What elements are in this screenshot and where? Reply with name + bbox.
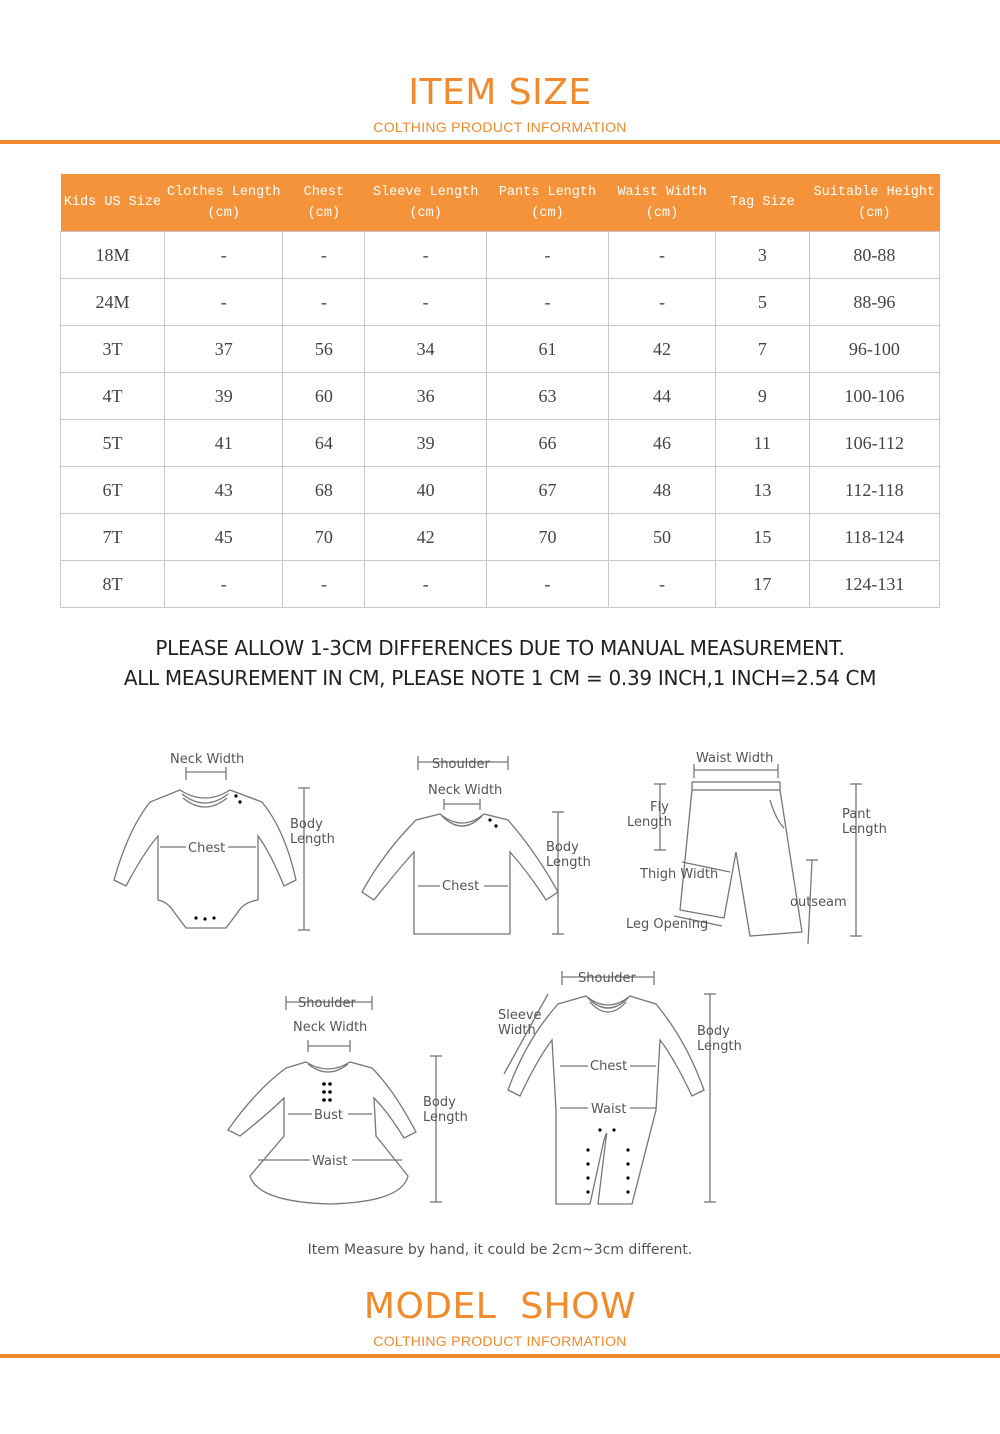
model-show-divider	[0, 1354, 1000, 1358]
cell-pants-length: 63	[487, 373, 609, 420]
shirt-chest-label: Chest	[442, 879, 480, 894]
dress-shoulder-label: Shoulder	[298, 996, 356, 1011]
cell-pants-length: 70	[487, 514, 609, 561]
cell-tag-size: 15	[716, 514, 810, 561]
cell-clothes-length: 43	[164, 467, 283, 514]
cell-pants-length: 61	[487, 326, 609, 373]
cell-chest: -	[283, 279, 365, 326]
cell-pants-length: -	[487, 279, 609, 326]
cell-chest: 70	[283, 514, 365, 561]
cell-chest: 64	[283, 420, 365, 467]
pants-pant-label-1: Pant	[842, 807, 871, 822]
table-row	[61, 373, 940, 420]
cell-waist-width: 50	[608, 514, 715, 561]
table-row	[61, 279, 940, 326]
header-waist-width: Waist Width (cm)	[608, 174, 715, 232]
jumpsuit-waist-label: Waist	[591, 1102, 627, 1117]
shirt-neck-label: Neck Width	[428, 783, 503, 798]
jumpsuit-diagram	[498, 971, 742, 1204]
cell-waist-width: -	[608, 561, 715, 608]
cell-pants-length: 67	[487, 467, 609, 514]
header-suitable-height: Suitable Height (cm)	[809, 174, 939, 232]
cell-chest: -	[283, 561, 365, 608]
pants-diagram	[626, 751, 887, 944]
item-size-subtitle: COLTHING PRODUCT INFORMATION	[373, 119, 627, 135]
header-kids-us-size: Kids US Size	[61, 174, 165, 232]
cell-clothes-length: -	[164, 561, 283, 608]
cell-waist-width: 42	[608, 326, 715, 373]
romper-diagram	[114, 752, 335, 930]
pants-fly-label-1: Fly	[650, 800, 669, 815]
cell-clothes-length: -	[164, 279, 283, 326]
cell-waist-width: 46	[608, 420, 715, 467]
cell-sleeve-length: 34	[365, 326, 487, 373]
pants-leg-label: Leg Opening	[626, 917, 709, 932]
cell-sleeve-length: -	[365, 279, 487, 326]
romper-body-label-1: Body	[290, 817, 323, 832]
cell-sleeve-length: 42	[365, 514, 487, 561]
pants-fly-label-2: Length	[627, 815, 672, 830]
measure-caption: Item Measure by hand, it could be 2cm~3cm different.	[307, 1242, 693, 1258]
shirt-body-label-2: Length	[546, 855, 591, 870]
shirt-diagram	[362, 756, 591, 934]
cell-sleeve-length: 40	[365, 467, 487, 514]
dress-body-label-2: Length	[423, 1110, 468, 1125]
header-pants-length: Pants Length (cm)	[487, 174, 609, 232]
cell-sleeve-length: -	[365, 232, 487, 279]
dress-neck-label: Neck Width	[293, 1020, 368, 1035]
cell-tag-size: 7	[716, 326, 810, 373]
model-show-subtitle: COLTHING PRODUCT INFORMATION	[373, 1333, 627, 1349]
table-row	[61, 326, 940, 373]
cell-clothes-length: 45	[164, 514, 283, 561]
cell-tag-size: 13	[716, 467, 810, 514]
cell-chest: 60	[283, 373, 365, 420]
jumpsuit-chest-label: Chest	[590, 1059, 628, 1074]
romper-neck-label: Neck Width	[170, 752, 245, 767]
jumpsuit-body-label-1: Body	[697, 1024, 730, 1039]
measurement-note-1: PLEASE ALLOW 1-3CM DIFFERENCES DUE TO MANUAL MEASUREMENT.	[155, 636, 845, 660]
cell-sleeve-length: 39	[365, 420, 487, 467]
cell-height: 80-88	[809, 232, 939, 279]
table-row	[61, 561, 940, 608]
size-table-header	[61, 174, 940, 232]
shirt-body-label-1: Body	[546, 840, 579, 855]
cell-sleeve-length: -	[365, 561, 487, 608]
cell-clothes-length: 39	[164, 373, 283, 420]
table-row	[61, 514, 940, 561]
dress-waist-label: Waist	[312, 1154, 348, 1169]
cell-tag-size: 9	[716, 373, 810, 420]
romper-chest-label: Chest	[188, 841, 226, 856]
cell-size: 5T	[61, 420, 165, 467]
garment-measurement-diagrams	[0, 740, 1000, 1240]
pants-thigh-label: Thigh Width	[640, 867, 719, 882]
header-chest: Chest (cm)	[283, 174, 365, 232]
cell-clothes-length: 41	[164, 420, 283, 467]
cell-height: 100-106	[809, 373, 939, 420]
header-clothes-length: Clothes Length (cm)	[164, 174, 283, 232]
header-sleeve-length: Sleeve Length (cm)	[365, 174, 487, 232]
jumpsuit-sleeve-label-1: Sleeve	[498, 1008, 542, 1023]
table-row	[61, 467, 940, 514]
jumpsuit-sleeve-label-2: Width	[498, 1023, 536, 1038]
cell-size: 6T	[61, 467, 165, 514]
cell-size: 18M	[61, 232, 165, 279]
cell-sleeve-length: 36	[365, 373, 487, 420]
cell-height: 106-112	[809, 420, 939, 467]
cell-height: 124-131	[809, 561, 939, 608]
dress-diagram	[228, 996, 468, 1204]
cell-size: 3T	[61, 326, 165, 373]
cell-chest: -	[283, 232, 365, 279]
cell-size: 8T	[61, 561, 165, 608]
jumpsuit-shoulder-label: Shoulder	[578, 971, 636, 986]
header-tag-size: Tag Size	[716, 174, 810, 232]
shirt-shoulder-label: Shoulder	[432, 757, 490, 772]
cell-pants-length: -	[487, 232, 609, 279]
cell-pants-length: -	[487, 561, 609, 608]
model-show-title: MODEL SHOW	[363, 1286, 637, 1327]
cell-size: 24M	[61, 279, 165, 326]
cell-tag-size: 11	[716, 420, 810, 467]
table-row	[61, 232, 940, 279]
pants-pant-label-2: Length	[842, 822, 887, 837]
cell-size: 7T	[61, 514, 165, 561]
cell-clothes-length: 37	[164, 326, 283, 373]
cell-chest: 68	[283, 467, 365, 514]
cell-waist-width: -	[608, 279, 715, 326]
size-table	[60, 174, 940, 608]
cell-tag-size: 17	[716, 561, 810, 608]
cell-pants-length: 66	[487, 420, 609, 467]
cell-waist-width: 48	[608, 467, 715, 514]
cell-height: 88-96	[809, 279, 939, 326]
cell-size: 4T	[61, 373, 165, 420]
measurement-note-2: ALL MEASUREMENT IN CM, PLEASE NOTE 1 CM = 0.39 INCH,1 INCH=2.54 CM	[123, 666, 877, 690]
jumpsuit-body-label-2: Length	[697, 1039, 742, 1054]
cell-waist-width: -	[608, 232, 715, 279]
cell-height: 112-118	[809, 467, 939, 514]
cell-height: 118-124	[809, 514, 939, 561]
pants-outseam-label: outseam	[790, 895, 847, 910]
dress-body-label-1: Body	[423, 1095, 456, 1110]
cell-clothes-length: -	[164, 232, 283, 279]
item-size-divider	[0, 140, 1000, 144]
romper-body-label-2: Length	[290, 832, 335, 847]
pants-waist-label: Waist Width	[696, 751, 774, 766]
cell-height: 96-100	[809, 326, 939, 373]
cell-waist-width: 44	[608, 373, 715, 420]
dress-bust-label: Bust	[314, 1108, 344, 1123]
cell-tag-size: 3	[716, 232, 810, 279]
item-size-title: ITEM SIZE	[408, 72, 592, 113]
cell-chest: 56	[283, 326, 365, 373]
table-row	[61, 420, 940, 467]
cell-tag-size: 5	[716, 279, 810, 326]
